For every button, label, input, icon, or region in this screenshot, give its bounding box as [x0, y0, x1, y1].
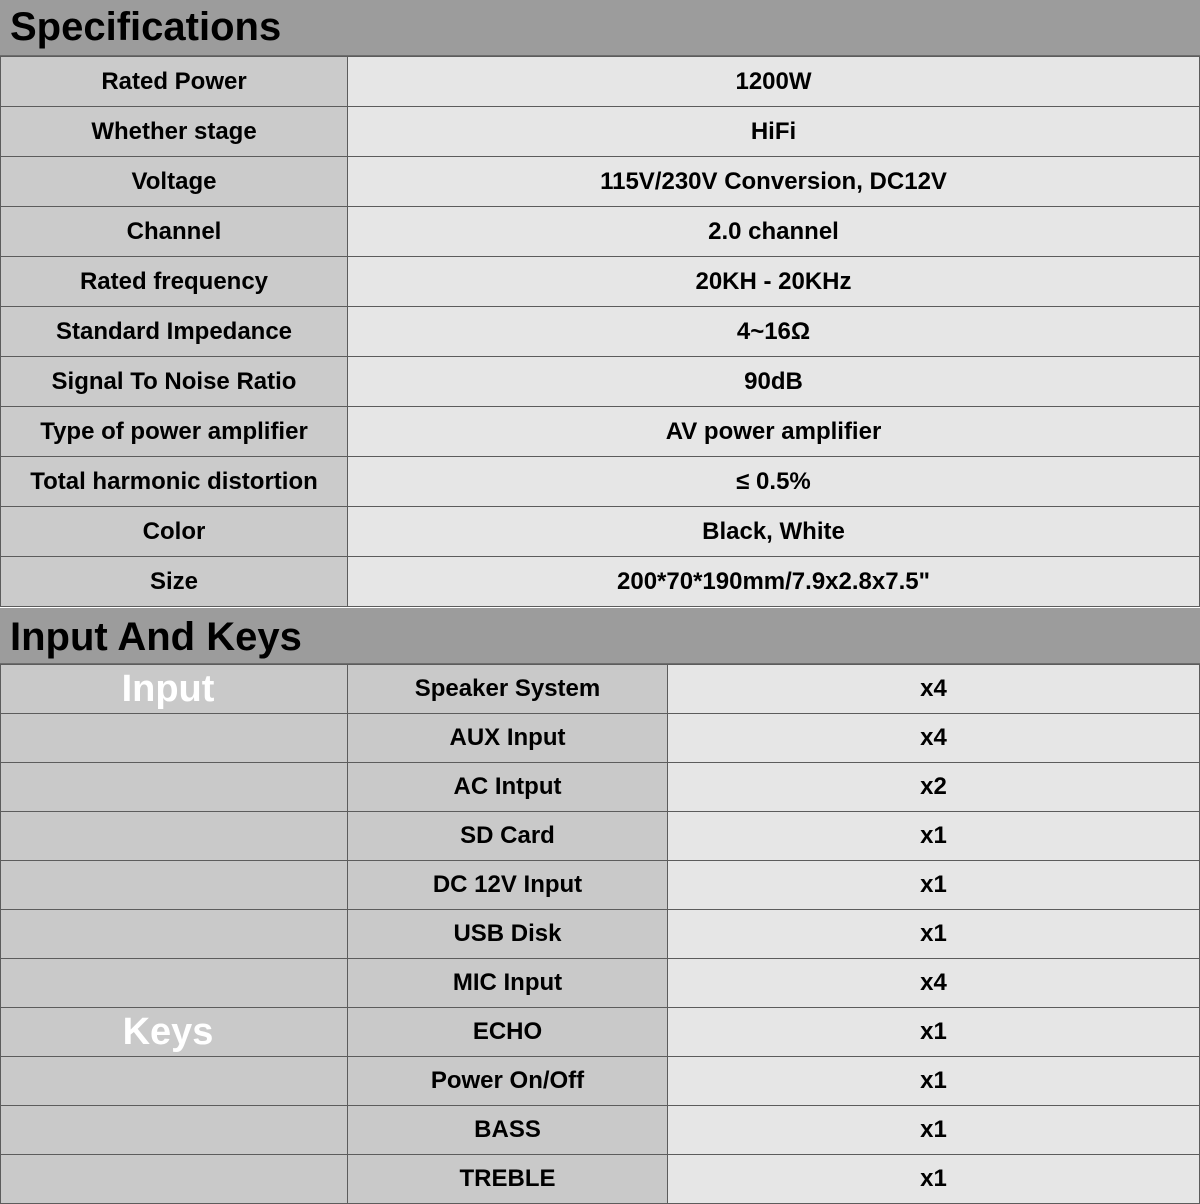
group-cell	[1, 1057, 348, 1106]
spec-label: Total harmonic distortion	[1, 457, 348, 507]
io-item: AC Intput	[348, 763, 668, 812]
spec-value: HiFi	[348, 107, 1200, 157]
spec-label: Type of power amplifier	[1, 407, 348, 457]
table-row	[1, 457, 1200, 507]
io-qty: x1	[668, 1057, 1200, 1106]
spec-value: 2.0 channel	[348, 207, 1200, 257]
group-cell	[1, 1106, 348, 1155]
group-cell	[1, 959, 348, 1008]
spec-value: 200*70*190mm/7.9x2.8x7.5"	[348, 557, 1200, 607]
table-row	[1, 812, 1200, 861]
keys-group-label: Keys	[122, 1010, 214, 1053]
io-qty: x1	[668, 910, 1200, 959]
table-row	[1, 959, 1200, 1008]
spec-label: Size	[1, 557, 348, 607]
io-qty: x1	[668, 861, 1200, 910]
group-cell	[1, 714, 348, 763]
io-item: ECHO	[348, 1008, 668, 1057]
io-qty: x1	[668, 1106, 1200, 1155]
spec-value: 4~16Ω	[348, 307, 1200, 357]
io-qty: x2	[668, 763, 1200, 812]
group-cell	[1, 1155, 348, 1204]
spec-value: 20KH - 20KHz	[348, 257, 1200, 307]
io-qty: x1	[668, 1155, 1200, 1204]
spec-label: Standard Impedance	[1, 307, 348, 357]
io-qty: x1	[668, 812, 1200, 861]
spec-value: 1200W	[348, 57, 1200, 107]
io-item: TREBLE	[348, 1155, 668, 1204]
spec-value: 90dB	[348, 357, 1200, 407]
input-group-label: Input	[121, 667, 215, 710]
group-cell	[1, 812, 348, 861]
io-item: USB Disk	[348, 910, 668, 959]
input-and-keys-table	[0, 664, 1200, 1204]
table-row	[1, 1106, 1200, 1155]
group-cell	[1, 665, 348, 714]
group-cell	[1, 910, 348, 959]
specifications-table	[0, 56, 1200, 607]
specifications-heading: Specifications	[0, 0, 1200, 56]
table-row	[1, 1155, 1200, 1204]
spec-label: Whether stage	[1, 107, 348, 157]
io-item: SD Card	[348, 812, 668, 861]
table-row	[1, 714, 1200, 763]
table-row	[1, 1057, 1200, 1106]
table-row	[1, 257, 1200, 307]
group-cell	[1, 1008, 348, 1057]
spec-value: 115V/230V Conversion, DC12V	[348, 157, 1200, 207]
table-row	[1, 357, 1200, 407]
io-item: MIC Input	[348, 959, 668, 1008]
io-qty: x4	[668, 714, 1200, 763]
input-and-keys-heading: Input And Keys	[0, 608, 1200, 664]
table-row	[1, 1008, 1200, 1057]
table-row	[1, 407, 1200, 457]
spec-value: Black, White	[348, 507, 1200, 557]
io-item: BASS	[348, 1106, 668, 1155]
table-row	[1, 107, 1200, 157]
spec-label: Signal To Noise Ratio	[1, 357, 348, 407]
spec-label: Rated frequency	[1, 257, 348, 307]
io-qty: x1	[668, 1008, 1200, 1057]
table-row	[1, 307, 1200, 357]
spec-value: AV power amplifier	[348, 407, 1200, 457]
table-row	[1, 665, 1200, 714]
io-qty: x4	[668, 959, 1200, 1008]
group-cell	[1, 763, 348, 812]
table-row	[1, 207, 1200, 257]
spec-label: Voltage	[1, 157, 348, 207]
table-row	[1, 557, 1200, 607]
io-item: Speaker System	[348, 665, 668, 714]
spec-label: Rated Power	[1, 57, 348, 107]
spec-label: Channel	[1, 207, 348, 257]
table-row	[1, 507, 1200, 557]
table-row	[1, 157, 1200, 207]
spec-label: Color	[1, 507, 348, 557]
io-item: DC 12V Input	[348, 861, 668, 910]
io-item: Power On/Off	[348, 1057, 668, 1106]
io-item: AUX Input	[348, 714, 668, 763]
group-cell	[1, 861, 348, 910]
spec-value: ≤ 0.5%	[348, 457, 1200, 507]
io-qty: x4	[668, 665, 1200, 714]
table-row	[1, 57, 1200, 107]
table-row	[1, 910, 1200, 959]
table-row	[1, 861, 1200, 910]
table-row	[1, 763, 1200, 812]
